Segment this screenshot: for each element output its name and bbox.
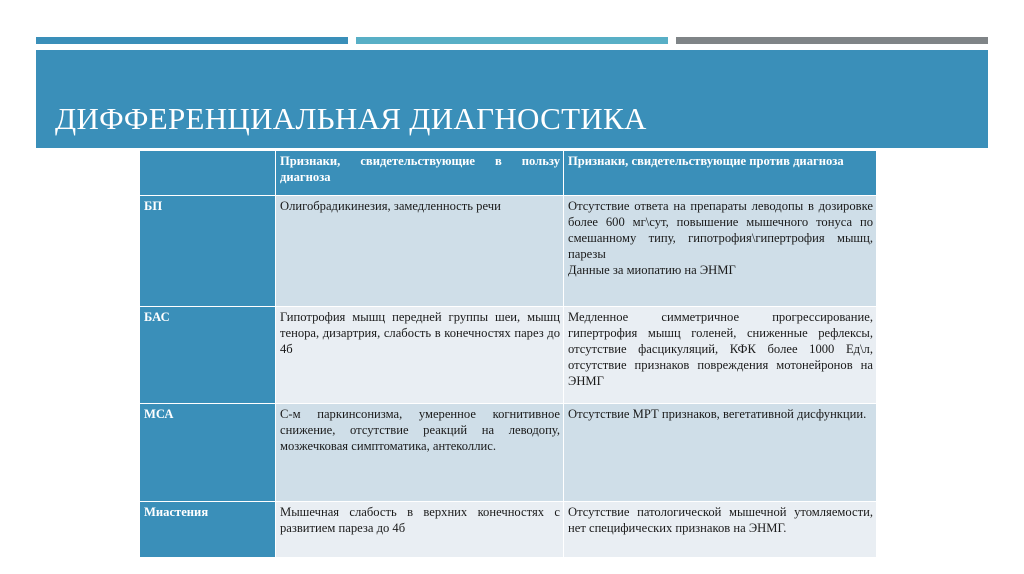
header-against: Признаки, свидетельствующие против диагноза: [564, 151, 877, 196]
header-corner: [140, 151, 276, 196]
for-cell: Гипотрофия мышц передней группы шеи, мышц тенора, дизартрия, слабость в конечностях парез до 4б: [276, 307, 564, 404]
row-label: МСА: [140, 404, 276, 502]
table-row: [140, 502, 877, 558]
diagnosis-table: [139, 150, 877, 558]
against-cell: Отсутствие МРТ признаков, вегетативной дисфункции.: [564, 404, 877, 502]
table-header-row: [140, 151, 877, 196]
accent-stripe-blue: [36, 37, 348, 44]
header-for: Признаки, свидетельствующие в пользу диагноза: [276, 151, 564, 196]
for-cell: С-м паркинсонизма, умеренное когнитивное снижение, отсутствие реакций на леводопу, мозжечковая симптоматика, антеколлис.: [276, 404, 564, 502]
table-row: [140, 404, 877, 502]
for-cell: Мышечная слабость в верхних конечностях с развитием пареза до 4б: [276, 502, 564, 558]
against-cell: Отсутствие патологической мышечной утомляемости, нет специфических признаков на ЭНМГ.: [564, 502, 877, 558]
for-cell: Олигобрадикинезия, замедленность речи: [276, 196, 564, 307]
against-cell: [564, 196, 877, 307]
against-text: Отсутствие ответа на препараты леводопы в дозировке более 600 мг\сут, повышение мышечного тонуса по смешанному типу, гипотрофия\гипертрофия мышц, парезы: [568, 199, 873, 262]
accent-stripe-teal: [356, 37, 668, 44]
against-cell: Медленное симметричное прогрессирование, гипертрофия мышц голеней, сниженные рефлексы, отсутствие фасцикуляций, КФК более 1000 Ед\л, отсутствие признаков повреждения мотонейронов на ЭНМГ: [564, 307, 877, 404]
row-label: Миастения: [140, 502, 276, 558]
table-row: [140, 307, 877, 404]
table-row: [140, 196, 877, 307]
row-label: БП: [140, 196, 276, 307]
accent-stripe-gray: [676, 37, 988, 44]
row-label: БАС: [140, 307, 276, 404]
slide-title: ДИФФЕРЕНЦИАЛЬНАЯ ДИАГНОСТИКА: [55, 101, 647, 136]
against-extra-text: Данные за миопатию на ЭНМГ: [568, 263, 736, 278]
